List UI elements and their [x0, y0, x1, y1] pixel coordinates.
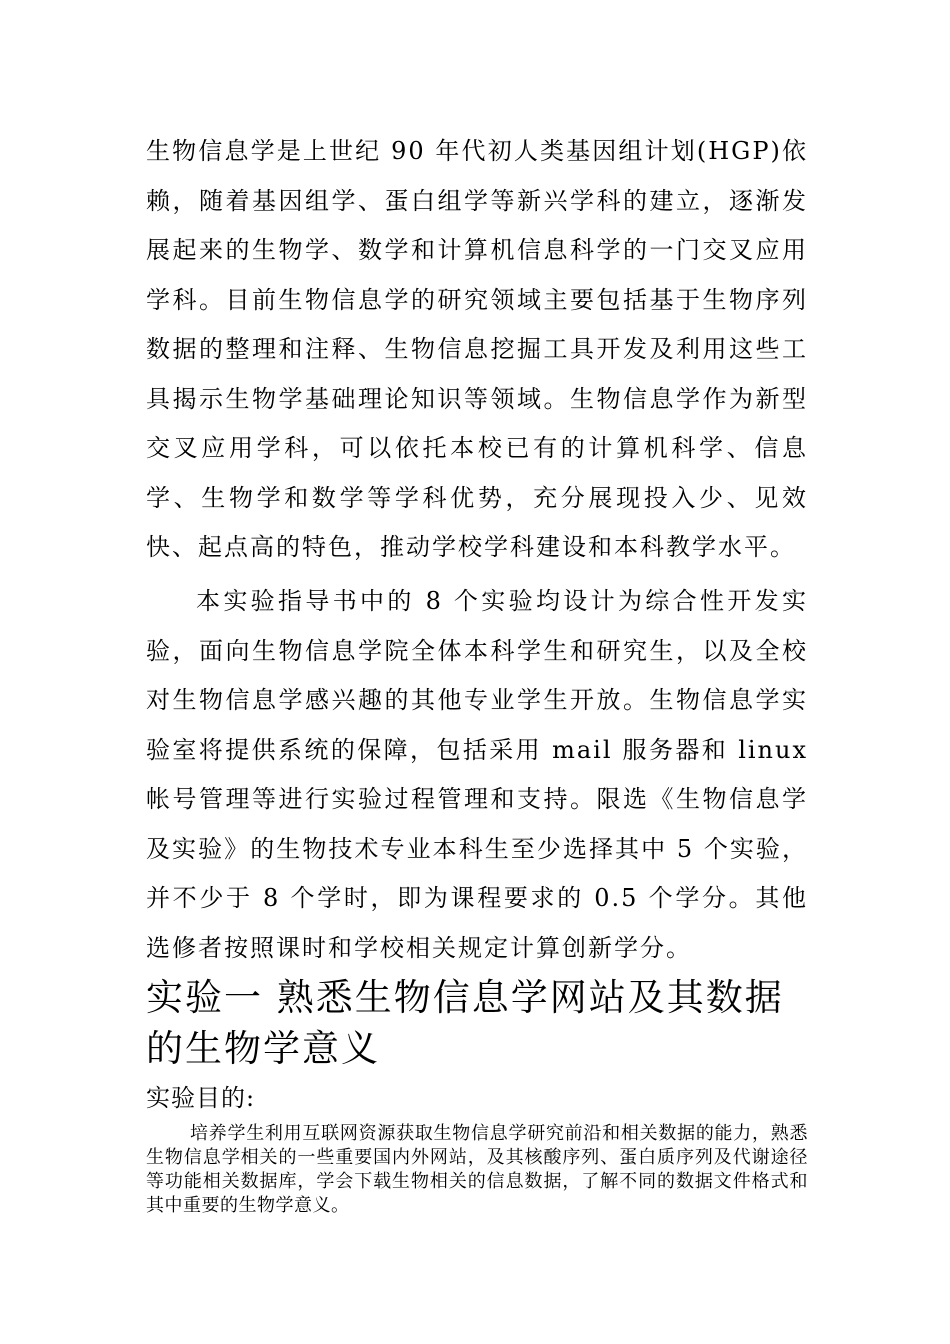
- objective-text: 培养学生利用互联网资源获取生物信息学研究前沿和相关数据的能力，熟悉生物信息学相关的一些重要国内外网站，及其核酸序列、蛋白质序列及代谢途径等功能相关数据库，学会下载生物相关的信息数据，了解不同的数据文件格式和其中重要的生物学意义。: [146, 1123, 808, 1216]
- intro-paragraph-2: 本实验指导书中的 8 个实验均设计为综合性开发实验，面向生物信息学院全体本科学生和研究生，以及全校对生物信息学感兴趣的其他专业学生开放。生物信息学实验室将提供系统的保障，包括采用 mail 服务器和 linux 帐号管理等进行实验过程管理和支持。限选《生物信息学及实验》的生物技术专业本科生至少选择其中 5 个实验，并不少于 8 个学时，即为课程要求的 0.5 个学分。其他选修者按照课时和学校相关规定计算创新学分。: [146, 587, 808, 962]
- intro-paragraph-1: 生物信息学是上世纪 90 年代初人类基因组计划(HGP)依赖，随着基因组学、蛋白组学等新兴学科的建立，逐渐发展起来的生物学、数学和计算机信息科学的一门交叉应用学科。目前生物信息学的研究领域主要包括基于生物序列数据的整理和注释、生物信息挖掘工具开发及利用这些工具揭示生物学基础理论知识等领域。生物信息学作为新型交叉应用学科，可以依托本校已有的计算机科学、信息学、生物学和数学等学科优势，充分展现投入少、见效快、起点高的特色，推动学校学科建设和本科教学水平。: [146, 137, 808, 561]
- objective-label: 实验目的:: [146, 1084, 256, 1112]
- experiment-title: 实验一 熟悉生物信息学网站及其数据的生物学意义: [146, 976, 784, 1070]
